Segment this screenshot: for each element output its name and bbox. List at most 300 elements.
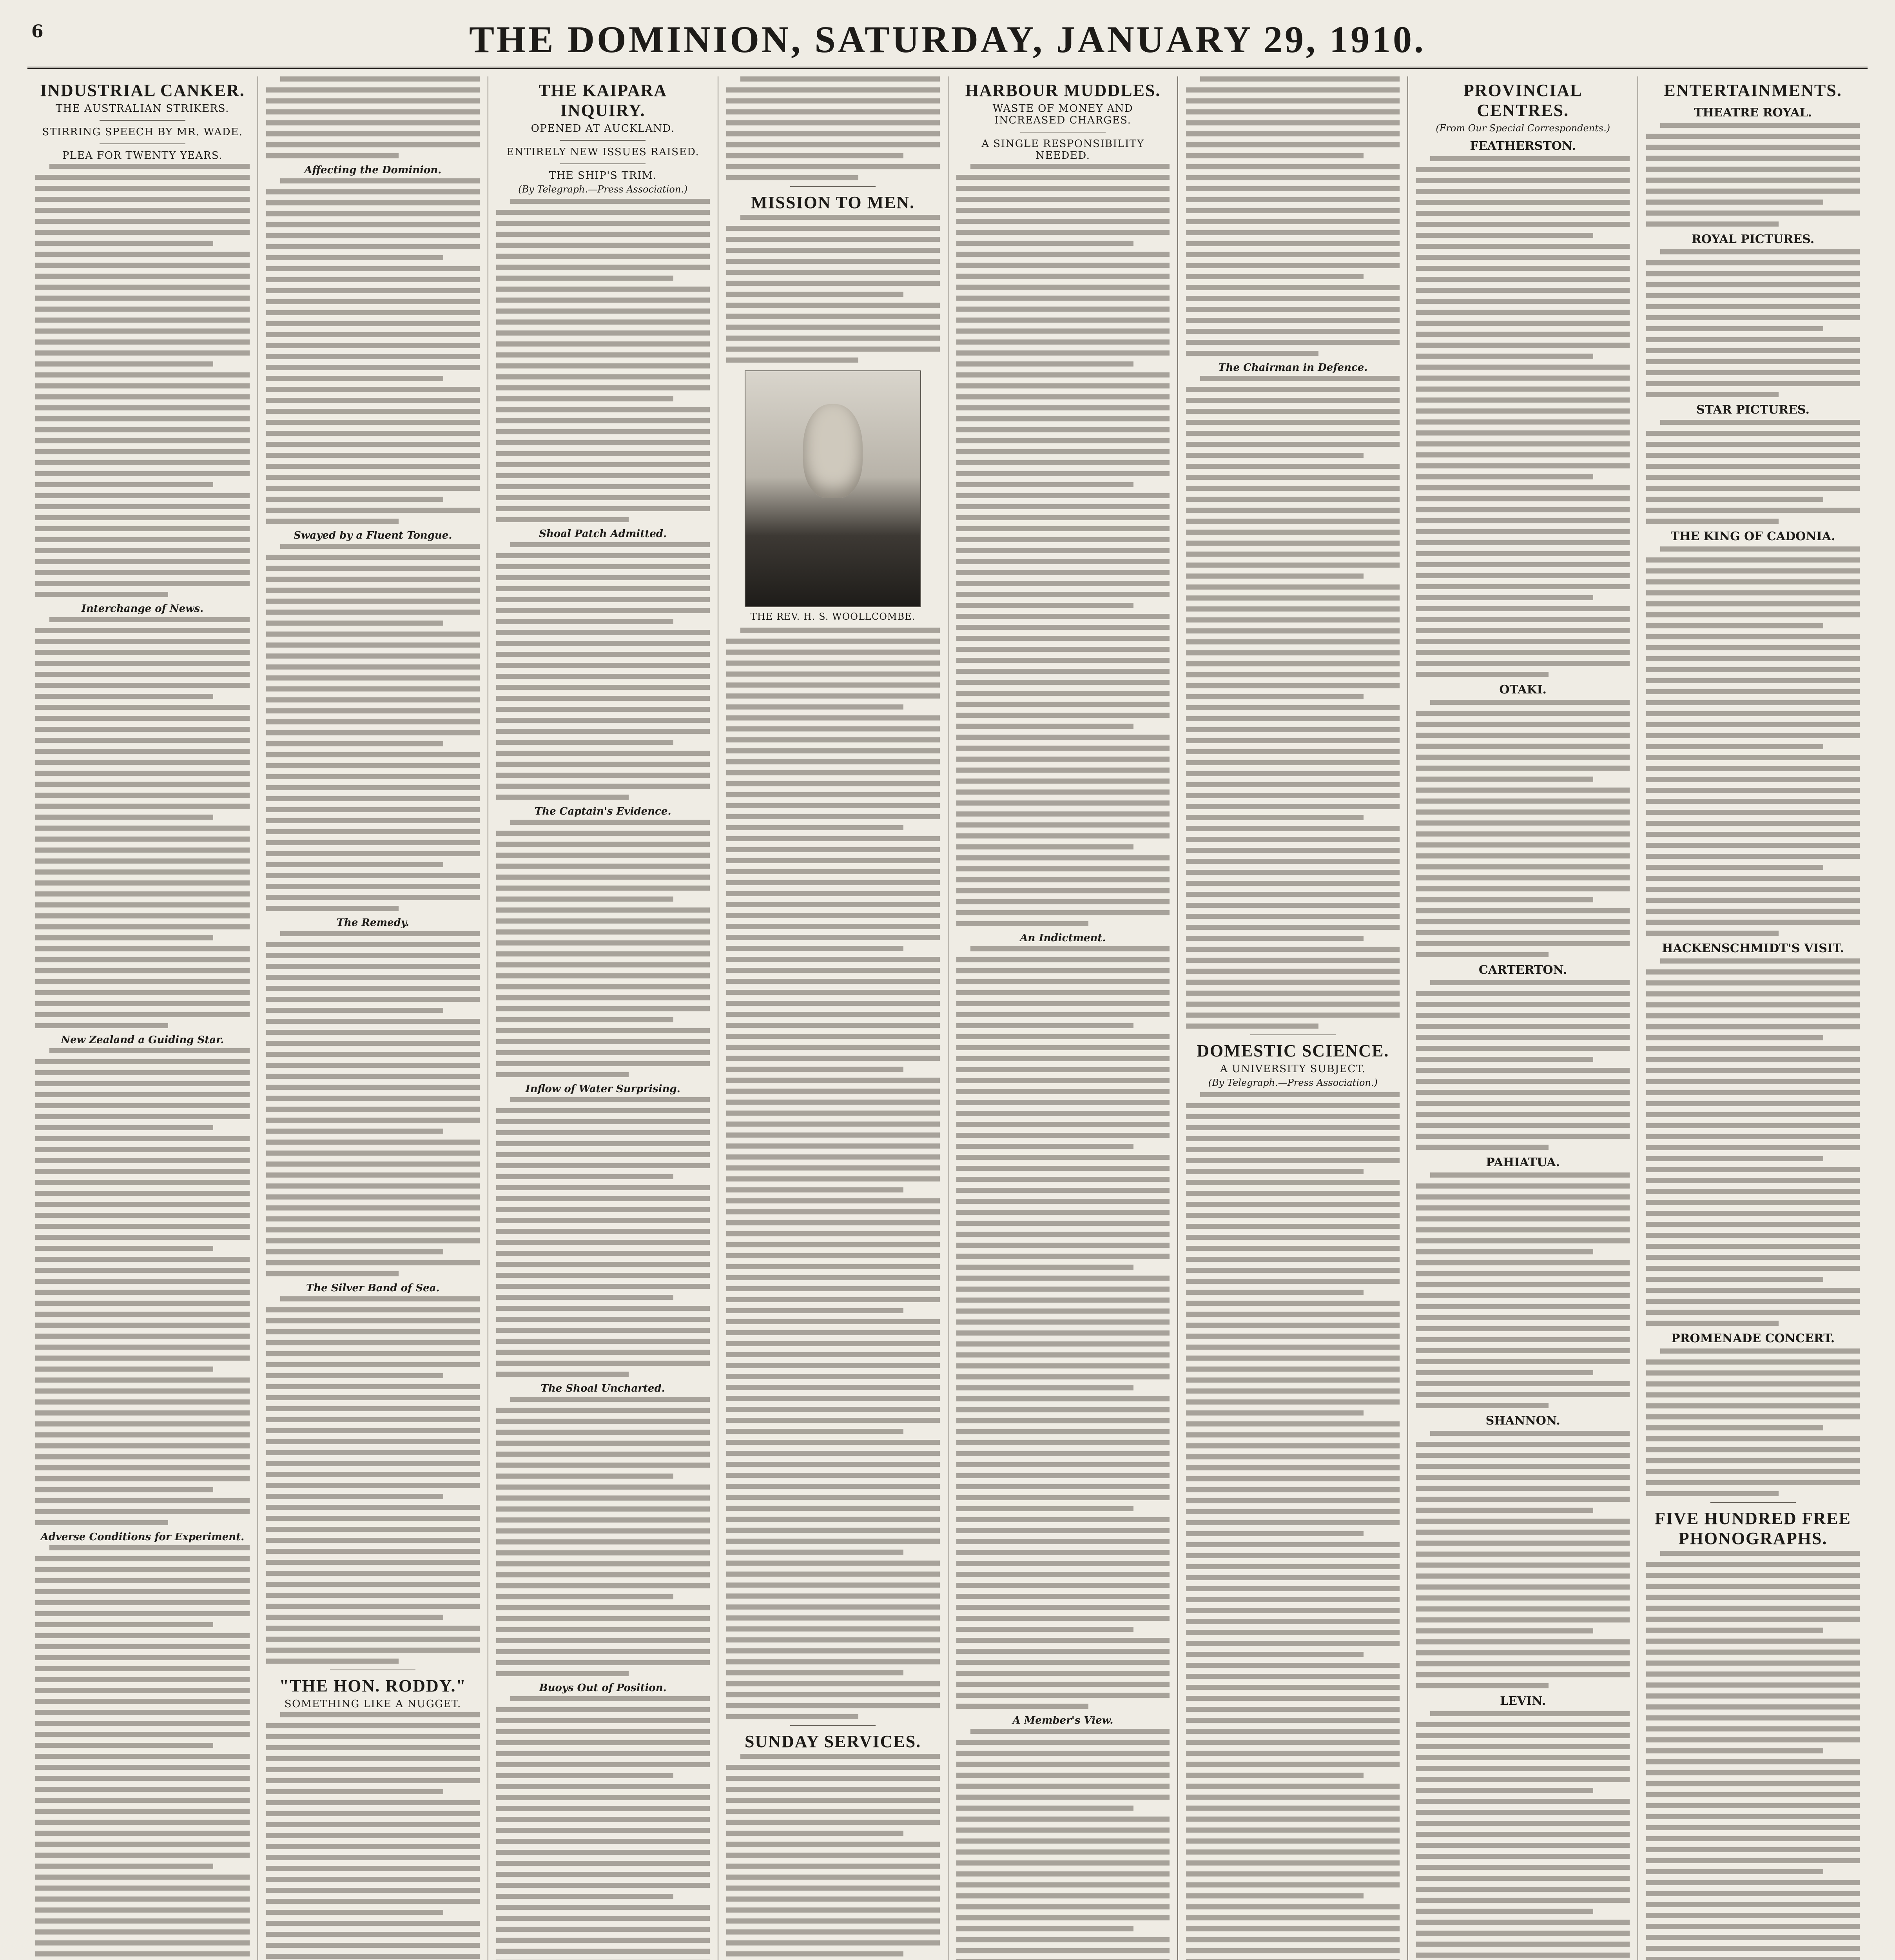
text-line: [266, 222, 480, 227]
text-line: [1646, 612, 1860, 617]
text-line: [1416, 941, 1630, 946]
text-line: [35, 1191, 250, 1196]
text-line: [1416, 562, 1630, 567]
text-line: [956, 175, 1170, 180]
text-line: [35, 869, 250, 875]
text-line: [35, 979, 250, 984]
text-line: [956, 1693, 1170, 1698]
text-line: [1186, 1828, 1400, 1833]
text-line: [35, 1279, 250, 1284]
text-line: [496, 473, 710, 478]
article-body: [35, 1048, 250, 1525]
article-body: [726, 628, 940, 1719]
text-line: [1646, 1858, 1860, 1863]
text-line: [1416, 551, 1630, 556]
text-line: [1646, 1704, 1860, 1710]
text-line: [496, 940, 710, 946]
text-line: [726, 1462, 940, 1467]
text-line: [496, 1894, 673, 1899]
text-line: [266, 1756, 480, 1761]
text-line: [956, 1363, 1170, 1368]
article-body: [1646, 420, 1860, 524]
text-line: [35, 1487, 213, 1492]
text-line: [1646, 788, 1860, 793]
text-line: [496, 707, 710, 712]
text-line: [35, 1092, 250, 1097]
text-line: [1416, 1227, 1630, 1232]
text-line: [1416, 266, 1630, 271]
text-line: [35, 1787, 250, 1792]
text-line: [266, 555, 480, 560]
text-line: [956, 957, 1170, 962]
text-line: [496, 385, 710, 390]
text-line: [496, 1883, 710, 1888]
subhead: A UNIVERSITY SUBJECT.: [1220, 1063, 1366, 1075]
text-line: [496, 918, 710, 924]
text-line: [726, 957, 940, 962]
text-line: [1646, 700, 1860, 705]
place-heading: CARTERTON.: [1478, 963, 1567, 977]
text-line: [1646, 304, 1860, 309]
text-line: [1646, 766, 1860, 771]
text-line: [1646, 1359, 1860, 1365]
text-line: [956, 680, 1170, 685]
text-line: [1416, 1486, 1630, 1491]
text-line: [1416, 540, 1630, 545]
article-body: [1416, 156, 1630, 677]
text-line: [726, 737, 940, 742]
text-line: [496, 951, 710, 956]
text-line: [1416, 1799, 1630, 1804]
text-line: [726, 142, 940, 147]
text-line: [726, 639, 940, 644]
text-line: [35, 1180, 250, 1185]
text-line: [1186, 1257, 1400, 1262]
text-line: [726, 1809, 940, 1814]
text-line: [1186, 1388, 1400, 1394]
text-line: [956, 1166, 1170, 1171]
text-line: [1186, 409, 1400, 414]
text-line: [1416, 1337, 1630, 1342]
text-line: [496, 1328, 710, 1333]
text-line: [1430, 1431, 1630, 1436]
text-line: [1430, 1711, 1630, 1716]
text-line: [740, 1754, 940, 1759]
text-line: [1416, 1249, 1593, 1254]
text-line: [1416, 1497, 1630, 1502]
text-line: [1646, 656, 1860, 661]
text-line: [956, 1023, 1133, 1028]
text-line: [1646, 1381, 1860, 1387]
text-line: [1416, 1370, 1593, 1375]
text-line: [35, 1012, 250, 1017]
text-line: [726, 1089, 940, 1094]
text-line: [35, 559, 250, 564]
text-line: [35, 990, 250, 995]
text-line: [496, 1784, 710, 1789]
text-line: [266, 862, 443, 867]
text-line: [266, 1140, 480, 1145]
text-line: [266, 486, 480, 491]
subhead: ENTIRELY NEW ISSUES RAISED.: [506, 146, 700, 158]
text-line: [35, 1655, 250, 1660]
text-line: [35, 1721, 250, 1726]
text-line: [266, 774, 480, 779]
text-line: [1416, 1145, 1549, 1150]
article-body: [266, 178, 480, 524]
text-line: [496, 1572, 710, 1577]
text-line: [266, 1877, 480, 1882]
text-line: [1646, 821, 1860, 826]
text-line: [496, 1419, 710, 1424]
text-line: [1416, 1002, 1630, 1007]
text-line: [956, 1860, 1170, 1866]
text-line: [266, 1899, 480, 1904]
text-line: [1186, 1696, 1400, 1701]
text-line: [496, 674, 710, 679]
text-line: [726, 1275, 940, 1280]
text-line: [1186, 1356, 1400, 1361]
text-line: [956, 1330, 1170, 1336]
crosshead: Adverse Conditions for Experiment.: [40, 1531, 245, 1543]
text-line: [1186, 1498, 1400, 1503]
text-line: [1416, 1854, 1630, 1859]
text-line: [956, 186, 1170, 191]
text-line: [266, 1778, 480, 1783]
text-line: [35, 515, 250, 520]
text-line: [266, 796, 480, 801]
text-line: [1416, 1898, 1630, 1903]
text-line: [266, 1811, 480, 1816]
text-line: [956, 1838, 1170, 1844]
text-line: [956, 636, 1170, 641]
text-line: [726, 1561, 940, 1566]
text-line: [726, 303, 940, 308]
text-line: [1186, 606, 1400, 612]
text-line: [970, 164, 1170, 169]
text-line: [266, 1428, 480, 1433]
text-line: [35, 318, 250, 323]
text-line: [1416, 1672, 1630, 1677]
text-line: [726, 682, 940, 688]
text-line: [1186, 947, 1400, 952]
text-line: [956, 789, 1170, 795]
text-line: [956, 1682, 1170, 1687]
text-line: [35, 848, 250, 853]
text-line: [496, 1605, 710, 1610]
column-1: [27, 76, 258, 1960]
text-line: [1416, 496, 1630, 501]
text-line: [726, 924, 940, 929]
text-line: [1186, 1013, 1400, 1018]
text-line: [266, 1723, 480, 1728]
text-line: [266, 653, 480, 659]
text-line: [496, 1773, 673, 1778]
crosshead: The Silver Band of Sea.: [306, 1282, 440, 1294]
headline-kaipara-inquiry: THE KAIPARA INQUIRY.: [539, 81, 667, 120]
text-line: [266, 288, 480, 293]
text-line: [496, 451, 710, 456]
text-line: [726, 1787, 940, 1792]
text-line: [1416, 1271, 1630, 1276]
text-line: [35, 1147, 250, 1152]
text-line: [1186, 1806, 1400, 1811]
text-line: [956, 1034, 1170, 1039]
text-line: [1186, 131, 1400, 136]
text-line: [35, 570, 250, 575]
text-line: [956, 603, 1133, 608]
text-line: [280, 1296, 480, 1301]
text-line: [496, 1729, 710, 1734]
text-line: [496, 1017, 673, 1022]
text-line: [726, 1473, 940, 1478]
text-line: [1186, 793, 1400, 798]
text-line: [1416, 1123, 1630, 1128]
text-line: [1186, 1246, 1400, 1251]
text-line: [35, 1666, 250, 1671]
text-line: [1646, 464, 1860, 469]
text-line: [496, 1039, 710, 1044]
text-line: [35, 405, 250, 410]
text-line: [1416, 1134, 1630, 1139]
text-line: [956, 274, 1170, 279]
text-line: [1416, 831, 1630, 837]
text-line: [1186, 230, 1400, 235]
text-line: [266, 1362, 480, 1367]
text-line: [1646, 843, 1860, 848]
text-line: [956, 1078, 1170, 1083]
text-line: [35, 1677, 250, 1682]
text-line: [1416, 1392, 1630, 1397]
text-line: [1660, 420, 1860, 425]
text-line: [1186, 584, 1400, 590]
text-line: [35, 1268, 250, 1273]
text-line: [496, 1638, 710, 1643]
text-line: [1416, 1519, 1630, 1524]
column-8: [1637, 76, 1868, 1960]
text-line: [726, 1604, 940, 1610]
crosshead: Swayed by a Fluent Tongue.: [294, 530, 452, 541]
subhead: A SINGLE RESPONSIBILITY NEEDED.: [981, 138, 1144, 162]
text-line: [266, 1549, 480, 1554]
text-line: [1646, 1693, 1860, 1699]
text-line: [1186, 1235, 1400, 1240]
text-line: [726, 968, 940, 973]
text-line: [510, 1696, 710, 1701]
text-line: [726, 358, 859, 363]
text-line: [1186, 969, 1400, 974]
article-body: [266, 76, 480, 158]
text-line: [35, 537, 250, 542]
text-line: [1416, 1909, 1593, 1914]
text-line: [726, 814, 940, 819]
text-line: [956, 361, 1133, 367]
text-line: [1416, 1035, 1630, 1040]
text-line: [1646, 887, 1860, 892]
page-number: 6: [31, 22, 44, 42]
text-line: [1186, 1323, 1400, 1328]
text-line: [1186, 274, 1363, 279]
text-line: [726, 1692, 940, 1697]
text-line: [1646, 601, 1860, 606]
text-line: [1186, 1652, 1363, 1657]
text-line: [1200, 1092, 1400, 1097]
text-line: [266, 1439, 480, 1444]
byline: (From Our Special Correspondents.): [1436, 123, 1610, 134]
text-line: [956, 241, 1133, 246]
text-line: [1646, 326, 1823, 331]
text-line: [1416, 200, 1630, 205]
text-line: [35, 1918, 250, 1924]
text-line: [956, 877, 1170, 882]
text-line: [1416, 1865, 1630, 1870]
text-line: [496, 1185, 710, 1190]
text-line: [49, 617, 250, 622]
text-line: [1416, 1348, 1630, 1353]
text-line: [35, 1465, 250, 1470]
text-line: [1186, 727, 1400, 732]
text-line: [35, 1776, 250, 1781]
article-body: [726, 215, 940, 363]
text-line: [496, 298, 710, 303]
text-line: [496, 1649, 710, 1654]
text-line: [726, 259, 940, 264]
text-line: [266, 453, 480, 458]
text-line: [1186, 1542, 1400, 1547]
text-line: [1186, 1180, 1400, 1185]
text-line: [956, 866, 1170, 871]
text-line: [266, 1921, 480, 1926]
text-line: [1186, 672, 1400, 677]
text-line: [726, 164, 940, 169]
text-line: [1186, 1762, 1400, 1767]
text-line: [1186, 991, 1400, 996]
text-line: [956, 691, 1170, 696]
text-line: [1186, 1002, 1400, 1007]
text-line: [1186, 1268, 1400, 1273]
columns: [27, 76, 1868, 1960]
text-line: [35, 858, 250, 864]
text-line: [1416, 178, 1630, 183]
text-line: [496, 897, 673, 902]
text-line: [956, 208, 1170, 213]
text-line: [35, 1600, 250, 1605]
text-line: [956, 1484, 1170, 1489]
text-line: [1416, 1013, 1630, 1018]
text-line: [726, 858, 940, 863]
text-line: [1416, 343, 1630, 348]
text-line: [1186, 1509, 1400, 1514]
text-line: [956, 219, 1170, 224]
text-line: [1416, 244, 1630, 249]
text-line: [266, 642, 480, 648]
text-line: [726, 1626, 940, 1632]
text-line: [1416, 1442, 1630, 1447]
subhead: THE SHIP'S TRIM.: [549, 170, 657, 181]
text-line: [726, 314, 940, 319]
text-line: [1646, 1002, 1860, 1007]
text-line: [266, 200, 480, 205]
text-line: [266, 398, 480, 403]
text-line: [1646, 1715, 1860, 1720]
text-line: [35, 661, 250, 666]
text-line: [1646, 1211, 1860, 1216]
text-line: [1416, 661, 1630, 666]
text-line: [956, 921, 1089, 926]
headline-domestic-science: DOMESTIC SCIENCE.: [1197, 1041, 1389, 1060]
text-line: [266, 1604, 480, 1609]
text-line: [35, 1301, 250, 1306]
text-line: [726, 1132, 940, 1138]
text-line: [956, 416, 1170, 421]
text-line: [266, 1833, 480, 1838]
text-line: [956, 855, 1170, 860]
text-line: [1186, 958, 1400, 963]
text-line: [1646, 200, 1823, 205]
text-line: [726, 792, 940, 797]
text-line: [35, 1213, 250, 1218]
text-line: [1646, 211, 1860, 216]
text-line: [956, 482, 1133, 487]
text-line: [1416, 842, 1630, 848]
text-line: [35, 968, 250, 973]
text-line: [35, 1520, 168, 1525]
text-line: [35, 1754, 250, 1759]
text-line: [726, 109, 940, 114]
text-line: [496, 784, 710, 789]
text-line: [266, 211, 480, 216]
text-line: [35, 1688, 250, 1693]
text-line: [1646, 991, 1860, 996]
text-line: [496, 254, 710, 259]
text-line: [726, 1896, 940, 1902]
text-line: [266, 1030, 480, 1035]
text-line: [956, 1806, 1133, 1811]
text-line: [1186, 1674, 1400, 1679]
text-line: [496, 1350, 710, 1355]
text-line: [956, 647, 1170, 652]
text-line: [35, 1334, 250, 1339]
text-line: [1186, 285, 1400, 290]
text-line: [1186, 263, 1400, 268]
text-line: [956, 757, 1170, 762]
text-line: [956, 296, 1170, 301]
text-line: [1646, 876, 1860, 881]
text-line: [1416, 1733, 1630, 1738]
article-body: [496, 1397, 710, 1676]
text-line: [1646, 1167, 1860, 1172]
text-line: [1186, 1520, 1400, 1525]
text-line: [956, 910, 1170, 915]
article-body: [266, 544, 480, 911]
text-line: [1186, 914, 1400, 919]
text-line: [1186, 1410, 1363, 1416]
text-line: [956, 768, 1170, 773]
text-line: [726, 175, 859, 180]
text-line: [956, 1210, 1170, 1215]
text-line: [1186, 1147, 1400, 1152]
text-line: [266, 1238, 480, 1243]
text-line: [726, 1286, 940, 1291]
text-line: [496, 210, 710, 215]
text-line: [1186, 1641, 1400, 1646]
text-line: [1186, 1871, 1400, 1877]
text-line: [496, 1671, 629, 1676]
text-line: [1646, 1748, 1823, 1753]
text-line: [1186, 716, 1400, 721]
text-line: [496, 1130, 710, 1135]
text-line: [1646, 1266, 1860, 1271]
